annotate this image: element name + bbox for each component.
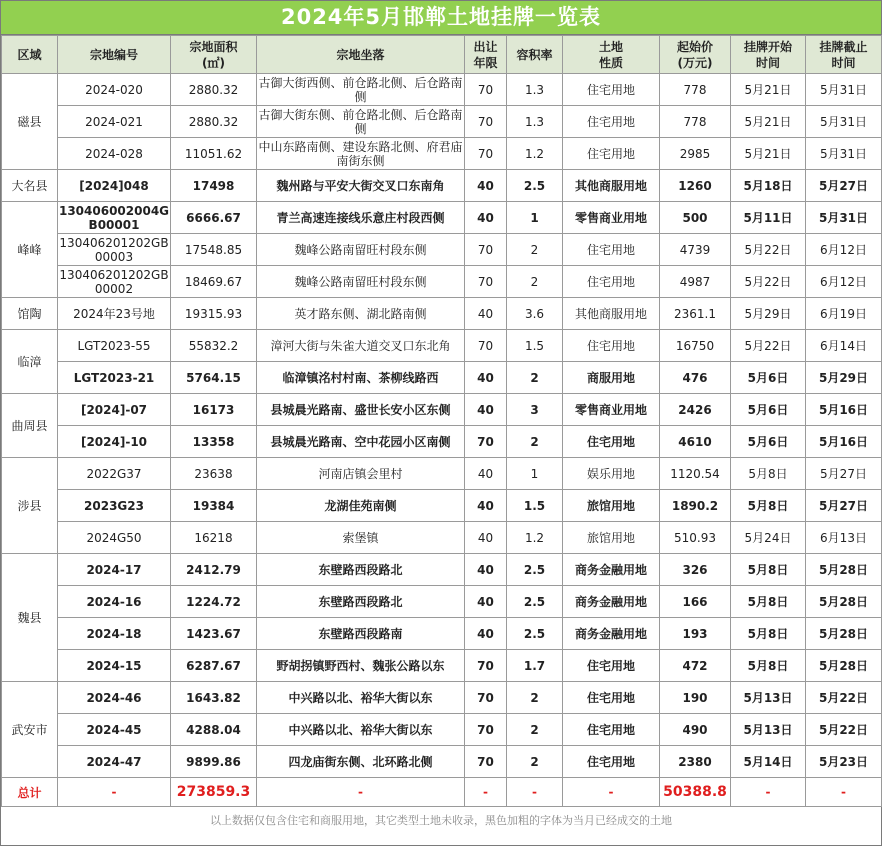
far-cell: 2 bbox=[507, 746, 563, 778]
land-use-cell: 零售商业用地 bbox=[563, 202, 660, 234]
term-cell: 70 bbox=[465, 330, 507, 362]
list-start-cell: 5月8日 bbox=[731, 650, 806, 682]
table-row bbox=[2, 522, 882, 554]
term-cell: 40 bbox=[465, 586, 507, 618]
table-row bbox=[2, 234, 882, 266]
land-use-cell: 住宅用地 bbox=[563, 106, 660, 138]
land-use-cell: 住宅用地 bbox=[563, 138, 660, 170]
far-cell: 3 bbox=[507, 394, 563, 426]
start-price-cell: 326 bbox=[660, 554, 731, 586]
table-row bbox=[2, 394, 882, 426]
list-start-cell: 5月8日 bbox=[731, 618, 806, 650]
header-region: 区域 bbox=[2, 36, 58, 74]
parcel-no-cell: [2024]048 bbox=[58, 170, 171, 202]
location-cell: 魏州路与平安大街交叉口东南角 bbox=[257, 170, 465, 202]
region-cell: 涉县 bbox=[2, 458, 58, 554]
term-cell: 70 bbox=[465, 266, 507, 298]
table-row bbox=[2, 330, 882, 362]
region-cell: 魏县 bbox=[2, 554, 58, 682]
total-area: 273859.3 bbox=[171, 778, 257, 807]
land-use-cell: 住宅用地 bbox=[563, 74, 660, 106]
area-cell: 19384 bbox=[171, 490, 257, 522]
location-cell: 古御大街东侧、前仓路北侧、后仓路南侧 bbox=[258, 107, 463, 136]
parcel-no-cell: LGT2023-21 bbox=[58, 362, 171, 394]
total-list-end: - bbox=[806, 778, 882, 807]
table-row bbox=[2, 298, 882, 330]
term-cell: 40 bbox=[465, 458, 507, 490]
region-cell: 磁县 bbox=[2, 74, 58, 170]
area-cell: 2880.32 bbox=[171, 74, 257, 106]
list-end-cell: 5月22日 bbox=[806, 714, 882, 746]
start-price-cell: 490 bbox=[660, 714, 731, 746]
parcel-no-cell: 130406201202GB00003 bbox=[59, 235, 169, 264]
parcel-no-cell: [2024]-10 bbox=[58, 426, 171, 458]
list-start-cell: 5月8日 bbox=[731, 586, 806, 618]
area-cell: 17498 bbox=[171, 170, 257, 202]
parcel-no-cell: 2024-16 bbox=[58, 586, 171, 618]
header-start-price: 起始价 (万元) bbox=[660, 36, 731, 74]
parcel-no-cell: 130406002004GB00001 bbox=[58, 203, 170, 232]
start-price-cell: 4610 bbox=[660, 426, 731, 458]
table-row bbox=[2, 746, 882, 778]
list-start-cell: 5月8日 bbox=[731, 458, 806, 490]
land-use-cell: 住宅用地 bbox=[563, 266, 660, 298]
start-price-cell: 778 bbox=[660, 106, 731, 138]
parcel-no-cell: 2024-15 bbox=[58, 650, 171, 682]
start-price-cell: 166 bbox=[660, 586, 731, 618]
region-cell: 曲周县 bbox=[2, 394, 58, 458]
list-start-cell: 5月22日 bbox=[731, 266, 806, 298]
parcel-no-cell: [2024]-07 bbox=[58, 394, 171, 426]
start-price-cell: 16750 bbox=[660, 330, 731, 362]
parcel-no-cell: 2024-46 bbox=[58, 682, 171, 714]
total-label: 总计 bbox=[2, 778, 58, 807]
total-parcel-no: - bbox=[58, 778, 171, 807]
start-price-cell: 2361.1 bbox=[660, 298, 731, 330]
term-cell: 70 bbox=[465, 234, 507, 266]
total-location: - bbox=[257, 778, 465, 807]
parcel-no-cell: 130406201202GB00002 bbox=[59, 267, 169, 296]
term-cell: 70 bbox=[465, 138, 507, 170]
table-row bbox=[2, 74, 882, 106]
list-start-cell: 5月6日 bbox=[731, 362, 806, 394]
total-list-start: - bbox=[731, 778, 806, 807]
area-cell: 23638 bbox=[171, 458, 257, 490]
location-cell: 临漳镇洺村村南、茶柳线路西 bbox=[257, 362, 465, 394]
land-use-cell: 旅馆用地 bbox=[563, 522, 660, 554]
land-use-cell: 零售商业用地 bbox=[563, 394, 660, 426]
term-cell: 70 bbox=[465, 426, 507, 458]
list-end-cell: 5月16日 bbox=[806, 426, 882, 458]
header-list-start: 挂牌开始 时间 bbox=[731, 36, 806, 74]
region-cell: 武安市 bbox=[2, 682, 58, 778]
far-cell: 1.2 bbox=[507, 138, 563, 170]
region-cell: 大名县 bbox=[2, 170, 58, 202]
location-cell: 魏峰公路南留旺村段东侧 bbox=[257, 266, 465, 298]
list-start-cell: 5月18日 bbox=[731, 170, 806, 202]
land-use-cell: 商务金融用地 bbox=[563, 586, 660, 618]
far-cell: 2 bbox=[507, 682, 563, 714]
location-cell: 青兰高速连接线乐意庄村段西侧 bbox=[257, 202, 465, 234]
table-row bbox=[2, 170, 882, 202]
list-start-cell: 5月24日 bbox=[731, 522, 806, 554]
term-cell: 40 bbox=[465, 202, 507, 234]
region-cell: 馆陶 bbox=[2, 298, 58, 330]
total-far: - bbox=[507, 778, 563, 807]
location-cell: 索堡镇 bbox=[257, 522, 465, 554]
start-price-cell: 1120.54 bbox=[660, 458, 731, 490]
area-cell: 9899.86 bbox=[171, 746, 257, 778]
far-cell: 2 bbox=[507, 234, 563, 266]
header-term: 出让 年限 bbox=[465, 36, 507, 74]
land-use-cell: 商务金融用地 bbox=[563, 618, 660, 650]
parcel-no-cell: 2024-47 bbox=[58, 746, 171, 778]
far-cell: 2.5 bbox=[507, 554, 563, 586]
list-start-cell: 5月14日 bbox=[731, 746, 806, 778]
list-end-cell: 5月22日 bbox=[806, 682, 882, 714]
land-use-cell: 商务金融用地 bbox=[563, 554, 660, 586]
term-cell: 40 bbox=[465, 170, 507, 202]
far-cell: 1.3 bbox=[507, 74, 563, 106]
term-cell: 40 bbox=[465, 522, 507, 554]
location-cell: 东壁路西段路北 bbox=[257, 554, 465, 586]
list-end-cell: 5月16日 bbox=[806, 394, 882, 426]
total-land-use: - bbox=[563, 778, 660, 807]
list-start-cell: 5月13日 bbox=[731, 714, 806, 746]
far-cell: 1.5 bbox=[507, 490, 563, 522]
term-cell: 70 bbox=[465, 746, 507, 778]
table-row bbox=[2, 650, 882, 682]
area-cell: 1643.82 bbox=[171, 682, 257, 714]
list-end-cell: 5月28日 bbox=[806, 586, 882, 618]
far-cell: 1.5 bbox=[507, 330, 563, 362]
far-cell: 1 bbox=[507, 202, 563, 234]
parcel-no-cell: LGT2023-55 bbox=[58, 330, 171, 362]
start-price-cell: 1260 bbox=[660, 170, 731, 202]
list-end-cell: 6月19日 bbox=[806, 298, 882, 330]
table-row bbox=[2, 458, 882, 490]
area-cell: 18469.67 bbox=[171, 266, 257, 298]
term-cell: 40 bbox=[465, 490, 507, 522]
land-use-cell: 娱乐用地 bbox=[563, 458, 660, 490]
header-far: 容积率 bbox=[507, 36, 563, 74]
location-cell: 河南店镇会里村 bbox=[257, 458, 465, 490]
location-cell: 野胡拐镇野西村、魏张公路以东 bbox=[257, 650, 465, 682]
list-end-cell: 5月28日 bbox=[806, 650, 882, 682]
location-cell: 东壁路西段路南 bbox=[257, 618, 465, 650]
far-cell: 2 bbox=[507, 266, 563, 298]
list-end-cell: 5月31日 bbox=[806, 202, 882, 234]
location-cell: 县城晨光路南、盛世长安小区东侧 bbox=[257, 394, 465, 426]
list-end-cell: 5月31日 bbox=[806, 138, 882, 170]
table-row bbox=[2, 266, 882, 298]
table-row bbox=[2, 202, 882, 234]
term-cell: 70 bbox=[465, 650, 507, 682]
list-end-cell: 6月12日 bbox=[806, 266, 882, 298]
parcel-no-cell: 2024-028 bbox=[58, 138, 171, 170]
parcel-no-cell: 2024G50 bbox=[58, 522, 171, 554]
area-cell: 1423.67 bbox=[171, 618, 257, 650]
far-cell: 1.7 bbox=[507, 650, 563, 682]
land-use-cell: 旅馆用地 bbox=[563, 490, 660, 522]
header-land-use: 土地 性质 bbox=[563, 36, 660, 74]
parcel-no-cell: 2024年23号地 bbox=[58, 298, 171, 330]
term-cell: 70 bbox=[465, 682, 507, 714]
far-cell: 2 bbox=[507, 362, 563, 394]
area-cell: 4288.04 bbox=[171, 714, 257, 746]
area-cell: 19315.93 bbox=[171, 298, 257, 330]
land-listing-table bbox=[1, 35, 882, 807]
start-price-cell: 193 bbox=[660, 618, 731, 650]
far-cell: 2.5 bbox=[507, 170, 563, 202]
term-cell: 40 bbox=[465, 394, 507, 426]
location-cell: 漳河大街与朱雀大道交叉口东北角 bbox=[257, 330, 465, 362]
list-end-cell: 5月28日 bbox=[806, 618, 882, 650]
total-start-price: 50388.8 bbox=[660, 778, 731, 807]
area-cell: 1224.72 bbox=[171, 586, 257, 618]
area-cell: 6287.67 bbox=[171, 650, 257, 682]
region-cell: 临漳 bbox=[2, 330, 58, 394]
list-start-cell: 5月22日 bbox=[731, 234, 806, 266]
area-cell: 17548.85 bbox=[171, 234, 257, 266]
table-row bbox=[2, 554, 882, 586]
location-cell: 英才路东侧、湖北路南侧 bbox=[257, 298, 465, 330]
parcel-no-cell: 2024-45 bbox=[58, 714, 171, 746]
parcel-no-cell: 2024-020 bbox=[58, 74, 171, 106]
list-start-cell: 5月6日 bbox=[731, 394, 806, 426]
total-row bbox=[2, 778, 882, 807]
start-price-cell: 476 bbox=[660, 362, 731, 394]
area-cell: 5764.15 bbox=[171, 362, 257, 394]
area-cell: 55832.2 bbox=[171, 330, 257, 362]
list-start-cell: 5月21日 bbox=[731, 106, 806, 138]
parcel-no-cell: 2024-18 bbox=[58, 618, 171, 650]
header-parcel-no: 宗地编号 bbox=[58, 36, 171, 74]
location-cell: 中兴路以北、裕华大街以东 bbox=[257, 682, 465, 714]
term-cell: 70 bbox=[465, 106, 507, 138]
area-cell: 2412.79 bbox=[171, 554, 257, 586]
start-price-cell: 190 bbox=[660, 682, 731, 714]
total-term: - bbox=[465, 778, 507, 807]
far-cell: 1.3 bbox=[507, 106, 563, 138]
header-area: 宗地面积 (㎡) bbox=[171, 36, 257, 74]
location-cell: 中兴路以北、裕华大街以东 bbox=[257, 714, 465, 746]
far-cell: 2 bbox=[507, 426, 563, 458]
land-use-cell: 住宅用地 bbox=[563, 650, 660, 682]
far-cell: 2 bbox=[507, 714, 563, 746]
location-cell: 四龙庙街东侧、北环路北侧 bbox=[257, 746, 465, 778]
table-row bbox=[2, 682, 882, 714]
term-cell: 40 bbox=[465, 298, 507, 330]
list-start-cell: 5月8日 bbox=[731, 554, 806, 586]
location-cell: 东壁路西段路北 bbox=[257, 586, 465, 618]
term-cell: 40 bbox=[465, 554, 507, 586]
header-list-end: 挂牌截止 时间 bbox=[806, 36, 882, 74]
list-end-cell: 5月29日 bbox=[806, 362, 882, 394]
term-cell: 70 bbox=[465, 74, 507, 106]
parcel-no-cell: 2024-021 bbox=[58, 106, 171, 138]
table-body bbox=[2, 74, 882, 778]
start-price-cell: 500 bbox=[660, 202, 731, 234]
footnote: 以上数据仅包含住宅和商服用地，其它类型土地未收录，黑色加粗的字体为当月已经成交的土地 bbox=[210, 814, 672, 827]
table-row bbox=[2, 714, 882, 746]
location-cell: 龙湖佳苑南侧 bbox=[257, 490, 465, 522]
table-row bbox=[2, 138, 882, 170]
list-start-cell: 5月6日 bbox=[731, 426, 806, 458]
list-end-cell: 5月31日 bbox=[806, 106, 882, 138]
table-row bbox=[2, 106, 882, 138]
list-end-cell: 6月13日 bbox=[806, 522, 882, 554]
area-cell: 16173 bbox=[171, 394, 257, 426]
list-end-cell: 5月28日 bbox=[806, 554, 882, 586]
term-cell: 40 bbox=[465, 362, 507, 394]
list-start-cell: 5月13日 bbox=[731, 682, 806, 714]
list-end-cell: 6月12日 bbox=[806, 234, 882, 266]
list-end-cell: 5月31日 bbox=[806, 74, 882, 106]
list-start-cell: 5月8日 bbox=[731, 490, 806, 522]
table-row bbox=[2, 490, 882, 522]
start-price-cell: 2380 bbox=[660, 746, 731, 778]
list-end-cell: 5月27日 bbox=[806, 490, 882, 522]
land-use-cell: 住宅用地 bbox=[563, 714, 660, 746]
parcel-no-cell: 2023G23 bbox=[58, 490, 171, 522]
far-cell: 2.5 bbox=[507, 586, 563, 618]
area-cell: 16218 bbox=[171, 522, 257, 554]
start-price-cell: 2426 bbox=[660, 394, 731, 426]
start-price-cell: 472 bbox=[660, 650, 731, 682]
start-price-cell: 2985 bbox=[660, 138, 731, 170]
table-row bbox=[2, 426, 882, 458]
list-start-cell: 5月21日 bbox=[731, 74, 806, 106]
parcel-no-cell: 2024-17 bbox=[58, 554, 171, 586]
area-cell: 6666.67 bbox=[171, 202, 257, 234]
location-cell: 县城晨光路南、空中花园小区南侧 bbox=[257, 426, 465, 458]
parcel-no-cell: 2022G37 bbox=[58, 458, 171, 490]
land-use-cell: 商服用地 bbox=[563, 362, 660, 394]
table-row bbox=[2, 618, 882, 650]
area-cell: 2880.32 bbox=[171, 106, 257, 138]
start-price-cell: 510.93 bbox=[660, 522, 731, 554]
area-cell: 11051.62 bbox=[171, 138, 257, 170]
land-use-cell: 其他商服用地 bbox=[563, 298, 660, 330]
area-cell: 13358 bbox=[171, 426, 257, 458]
far-cell: 1.2 bbox=[507, 522, 563, 554]
land-use-cell: 住宅用地 bbox=[563, 746, 660, 778]
term-cell: 40 bbox=[465, 618, 507, 650]
land-use-cell: 其他商服用地 bbox=[563, 170, 660, 202]
land-use-cell: 住宅用地 bbox=[563, 682, 660, 714]
list-start-cell: 5月29日 bbox=[731, 298, 806, 330]
far-cell: 3.6 bbox=[507, 298, 563, 330]
land-use-cell: 住宅用地 bbox=[563, 426, 660, 458]
far-cell: 2.5 bbox=[507, 618, 563, 650]
list-end-cell: 5月27日 bbox=[806, 458, 882, 490]
table-row bbox=[2, 362, 882, 394]
region-cell: 峰峰 bbox=[2, 202, 58, 298]
location-cell: 魏峰公路南留旺村段东侧 bbox=[257, 234, 465, 266]
land-use-cell: 住宅用地 bbox=[563, 330, 660, 362]
far-cell: 1 bbox=[507, 458, 563, 490]
list-end-cell: 5月23日 bbox=[806, 746, 882, 778]
list-start-cell: 5月21日 bbox=[731, 138, 806, 170]
start-price-cell: 4987 bbox=[660, 266, 731, 298]
sheet-title: 2024年5月邯郸土地挂牌一览表 bbox=[1, 1, 881, 35]
location-cell: 古御大街西侧、前仓路北侧、后仓路南侧 bbox=[258, 75, 463, 104]
land-use-cell: 住宅用地 bbox=[563, 234, 660, 266]
location-cell: 中山东路南侧、建设东路北侧、府君庙南街东侧 bbox=[258, 139, 463, 168]
term-cell: 70 bbox=[465, 714, 507, 746]
list-start-cell: 5月22日 bbox=[731, 330, 806, 362]
list-start-cell: 5月11日 bbox=[731, 202, 806, 234]
start-price-cell: 4739 bbox=[660, 234, 731, 266]
start-price-cell: 778 bbox=[660, 74, 731, 106]
list-end-cell: 5月27日 bbox=[806, 170, 882, 202]
table-row bbox=[2, 586, 882, 618]
list-end-cell: 6月14日 bbox=[806, 330, 882, 362]
start-price-cell: 1890.2 bbox=[660, 490, 731, 522]
header-location: 宗地坐落 bbox=[257, 36, 465, 74]
